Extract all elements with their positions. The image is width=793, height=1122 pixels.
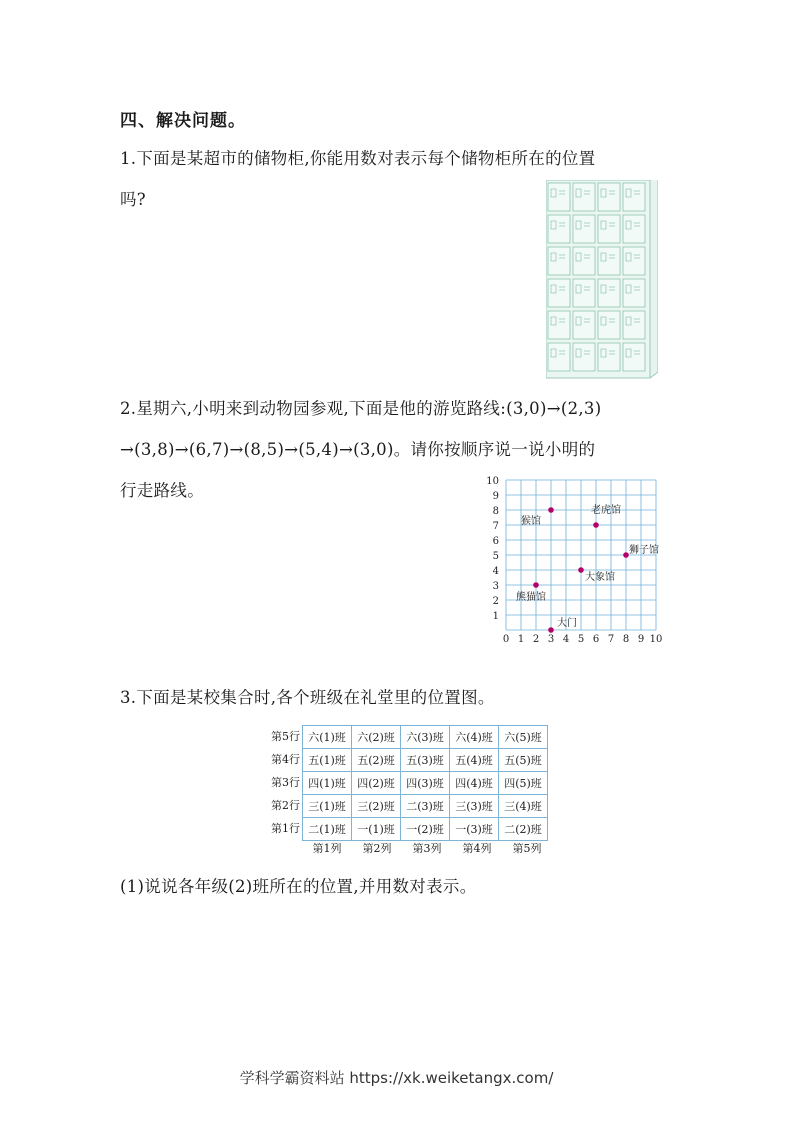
y-tick-label: 5 bbox=[492, 551, 499, 562]
column-label: 第3列 bbox=[412, 842, 442, 855]
table-row bbox=[303, 795, 548, 818]
location-label: 猴馆 bbox=[521, 516, 541, 527]
class-cell: 四(2)班 bbox=[352, 772, 401, 795]
table-row bbox=[303, 726, 548, 749]
location-point bbox=[578, 567, 584, 573]
zoo-coordinate-grid bbox=[478, 470, 678, 650]
x-tick-label: 5 bbox=[577, 634, 585, 645]
column-labels bbox=[302, 840, 552, 856]
location-point bbox=[533, 582, 539, 588]
y-tick-label: 10 bbox=[486, 476, 499, 487]
location-point bbox=[548, 627, 554, 633]
question-2-route: →(3,8)→(6,7)→(8,5)→(5,4)→(3,0)。请你按顺序说一说小明的 bbox=[120, 440, 596, 459]
class-cell: 二(1)班 bbox=[303, 818, 352, 841]
question-2-text: 2.星期六,小明来到动物园参观,下面是他的游览路线:(3,0)→(2,3) bbox=[120, 399, 602, 418]
class-cell: 六(3)班 bbox=[401, 726, 450, 749]
x-tick-label: 6 bbox=[592, 634, 600, 645]
y-tick-label: 8 bbox=[492, 506, 499, 517]
class-cell: 四(3)班 bbox=[401, 772, 450, 795]
x-tick-label: 8 bbox=[622, 634, 630, 645]
x-tick-label: 3 bbox=[547, 634, 555, 645]
x-tick-label: 7 bbox=[607, 634, 615, 645]
class-cell: 六(2)班 bbox=[352, 726, 401, 749]
class-cell: 一(2)班 bbox=[401, 818, 450, 841]
class-cell: 一(3)班 bbox=[450, 818, 499, 841]
row-label: 第5行 bbox=[271, 730, 300, 743]
class-cell: 五(3)班 bbox=[401, 749, 450, 772]
x-tick-label: 0 bbox=[502, 634, 510, 645]
class-cell: 三(2)班 bbox=[352, 795, 401, 818]
row-label: 第3行 bbox=[271, 776, 300, 789]
class-cell: 四(4)班 bbox=[450, 772, 499, 795]
section-heading: 四、解决问题。 bbox=[120, 111, 246, 131]
class-cell: 五(2)班 bbox=[352, 749, 401, 772]
class-cell: 三(3)班 bbox=[450, 795, 499, 818]
question-1-text-cont: 吗? bbox=[120, 190, 146, 209]
class-cell: 五(4)班 bbox=[450, 749, 499, 772]
class-cell: 一(1)班 bbox=[352, 818, 401, 841]
column-label: 第4列 bbox=[462, 842, 492, 855]
y-tick-label: 7 bbox=[492, 521, 499, 532]
class-cell: 六(4)班 bbox=[450, 726, 499, 749]
location-point bbox=[623, 552, 629, 558]
class-cell: 三(1)班 bbox=[303, 795, 352, 818]
class-cell: 二(2)班 bbox=[499, 818, 548, 841]
x-tick-label: 1 bbox=[517, 634, 525, 645]
x-tick-label: 10 bbox=[649, 634, 663, 645]
footer-watermark: 学科学霸资料站 https://xk.weiketangx.com/ bbox=[239, 1069, 554, 1087]
class-seating-table bbox=[302, 725, 548, 841]
class-cell: 三(4)班 bbox=[499, 795, 548, 818]
column-label: 第1列 bbox=[312, 842, 342, 855]
table-row bbox=[303, 818, 548, 841]
class-cell: 六(1)班 bbox=[303, 726, 352, 749]
table-row bbox=[303, 749, 548, 772]
location-label: 大象馆 bbox=[585, 572, 615, 583]
row-labels bbox=[258, 725, 300, 840]
class-cell: 二(3)班 bbox=[401, 795, 450, 818]
y-tick-label: 1 bbox=[492, 611, 499, 622]
column-label: 第2列 bbox=[362, 842, 392, 855]
question-3-subquestion-1: (1)说说各年级(2)班所在的位置,并用数对表示。 bbox=[120, 877, 477, 896]
location-label: 熊猫馆 bbox=[516, 592, 546, 603]
question-2-text-end: 行走路线。 bbox=[120, 481, 204, 500]
class-cell: 五(1)班 bbox=[303, 749, 352, 772]
x-tick-label: 9 bbox=[637, 634, 645, 645]
x-tick-label: 4 bbox=[562, 634, 570, 645]
class-cell: 六(5)班 bbox=[499, 726, 548, 749]
y-tick-label: 6 bbox=[492, 536, 499, 547]
column-label: 第5列 bbox=[512, 842, 542, 855]
location-label: 老虎馆 bbox=[591, 505, 621, 516]
y-tick-label: 9 bbox=[492, 491, 499, 502]
question-3-text: 3.下面是某校集合时,各个班级在礼堂里的位置图。 bbox=[120, 688, 495, 707]
locker-illustration bbox=[546, 180, 658, 380]
row-label: 第4行 bbox=[271, 753, 300, 766]
class-cell: 四(5)班 bbox=[499, 772, 548, 795]
y-tick-label: 3 bbox=[492, 581, 499, 592]
location-point bbox=[593, 522, 599, 528]
y-tick-label: 2 bbox=[492, 596, 499, 607]
table-row bbox=[303, 772, 548, 795]
row-label: 第2行 bbox=[271, 799, 300, 812]
location-point bbox=[548, 507, 554, 513]
x-tick-label: 2 bbox=[532, 634, 540, 645]
location-label: 狮子馆 bbox=[629, 545, 659, 556]
row-label: 第1行 bbox=[271, 822, 300, 835]
location-label: 大门 bbox=[557, 618, 577, 629]
question-1-text: 1.下面是某超市的储物柜,你能用数对表示每个储物柜所在的位置 bbox=[120, 149, 596, 168]
class-cell: 四(1)班 bbox=[303, 772, 352, 795]
class-cell: 五(5)班 bbox=[499, 749, 548, 772]
y-tick-label: 4 bbox=[492, 566, 499, 577]
